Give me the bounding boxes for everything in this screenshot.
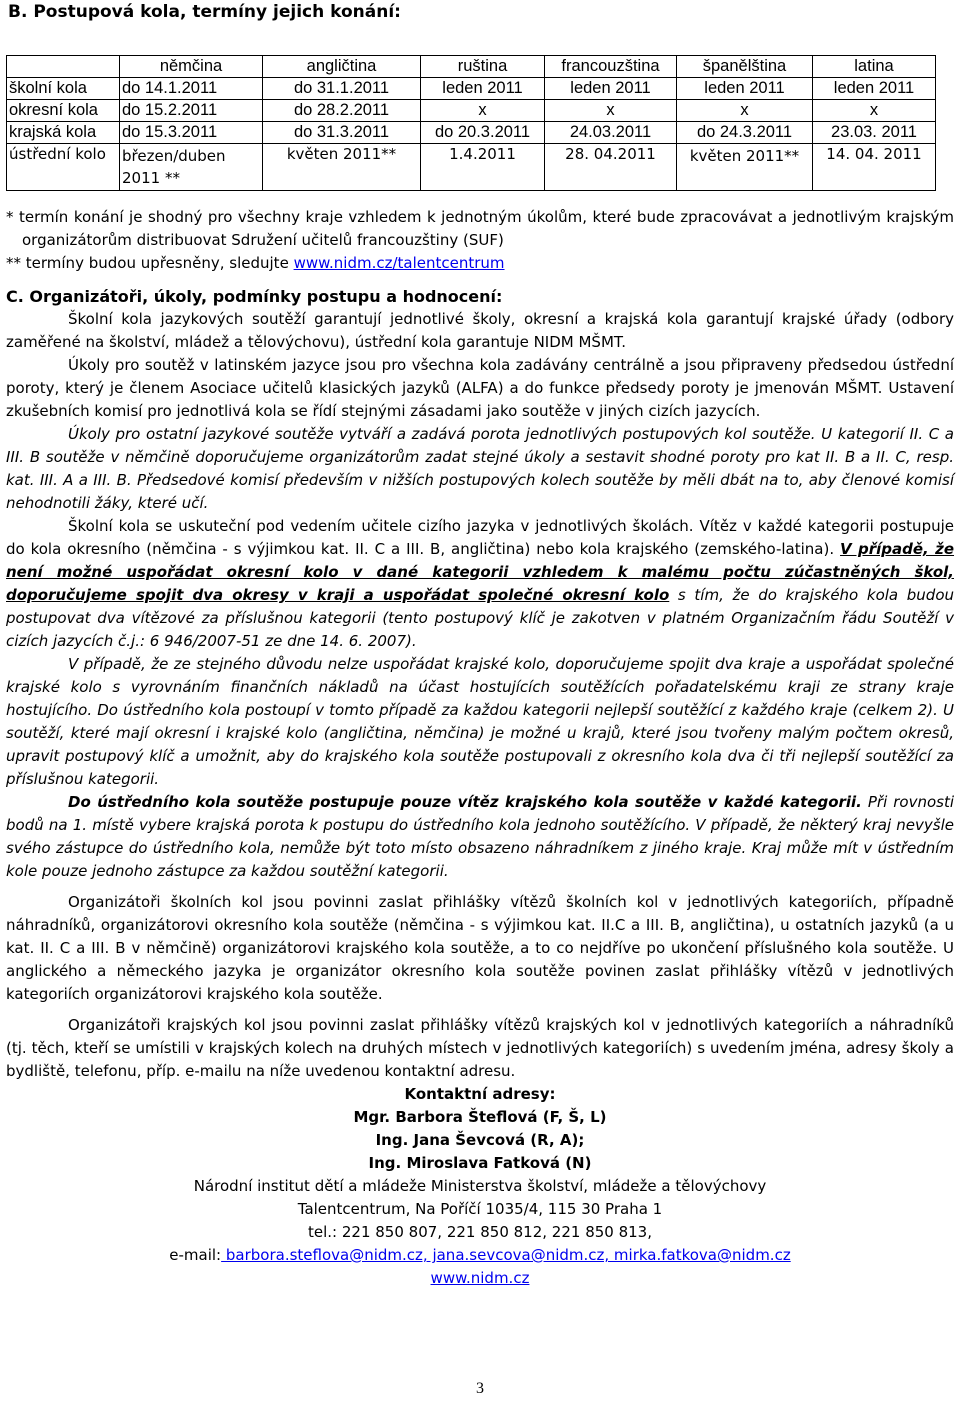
spacer — [6, 1006, 954, 1014]
footnote-single-star: * termín konání je shodný pro všechny kraje vzhledem k jednotným úkolům, které bude zpracovávat a jednotlivým krajským organizátorům distribuovat Sdružení učitelů francouzštiny (SUF) — [6, 208, 954, 249]
paragraph-emphasis: Do ústředního kola soutěže postupuje pouze vítěz krajského kola soutěže v každé kategorii. — [68, 793, 862, 811]
paragraph: Úkoly pro ostatní jazykové soutěže vytváří a zadává porota jednotlivých postupových kol soutěže. U kategorií II. C a III. B soutěže v němčině doporučujeme organizátorům zadat stejné úkoly a sestavit shodné poroty pro kat II. B a II. C, resp. kat. III. A a III. B. Předsedové komisí především v nižších postupových kolech soutěže by měli dbát na to, aby členové komisí nehodnotili žáky, které učí. — [6, 425, 954, 512]
table-cell: březen/duben 2011 ** — [120, 144, 263, 191]
table-cell: x — [545, 100, 677, 122]
row-label: krajská kola — [7, 122, 120, 144]
table-cell: x — [813, 100, 936, 122]
table-cell: 24.03.2011 — [545, 122, 677, 144]
web-line — [6, 1267, 954, 1290]
paragraph-emphasis: V případě, že není možné uspořádat okresní kolo v dané kategorii vzhledem k malému počtu zúčastněných škol, doporučujeme spojit dva okresy v kraji a uspořádat společné okresní kolo — [6, 540, 955, 604]
paragraph: V případě, že ze stejného důvodu nelze uspořádat krajské kolo, doporučujeme spojit dva kraje a uspořádat společné krajské kolo s vyrovnáním finančních nákladů na účast hostujících soutěžících pořadatelskému kraji ze strany kraje hostujícího. Do ústředního kola postoupí v tomto případě za každou kategorii nejlepší soutěžící z každého kraje (celkem 2). U soutěží, které mají okresní i krajské kolo (angličtina, němčina) je možné u krajů, které jsou tvořeny malým počtem okresů, upravit postupový klíč a umožnit, aby do krajského kola soutěže postupovali z okresního kola dva či tři nejlepší soutěžící za příslušnou kategorii. — [6, 655, 954, 788]
section-c-heading: C. Organizátoři, úkoly, podmínky postupu a hodnocení: — [6, 287, 503, 306]
column-header: latina — [813, 56, 936, 78]
paragraph-text: Při rovnosti bodů na 1. místě vybere krajská porota k postupu do ústředního kola jednoho soutěžícího. V případě, že některý kraj nevyšle svého zástupce do ústředního kola, nemůže být toto místo obsazeno náhradníkem z jiného kraje. Kraj může mít v ústředním kole pouze jednoho zástupce za každou soutěžní kategorii. — [6, 793, 954, 880]
table-cell: květen 2011** — [677, 144, 813, 191]
table-row — [7, 122, 936, 144]
table-cell: do 20.3.2011 — [421, 122, 545, 144]
footnote-text: ** termíny budou upřesněny, sledujte — [6, 254, 294, 272]
spacer — [6, 883, 954, 891]
contacts-title: Kontaktní adresy: — [404, 1085, 556, 1103]
table-cell: 14. 04. 2011 — [813, 144, 936, 191]
row-label: ústřední kolo — [7, 144, 120, 191]
table-footnotes — [6, 206, 954, 275]
row-label: okresní kola — [7, 100, 120, 122]
column-header: španělština — [677, 56, 813, 78]
section-b-heading: B. Postupová kola, termíny jejich konání: — [8, 2, 401, 22]
table-cell: x — [677, 100, 813, 122]
footnote-double-star — [6, 252, 954, 275]
section-c — [6, 285, 954, 1290]
postal-address: Talentcentrum, Na Poříčí 1035/4, 115 30 Praha 1 — [297, 1200, 663, 1218]
table-cell: leden 2011 — [545, 78, 677, 100]
table-cell: 23.03. 2011 — [813, 122, 936, 144]
table-row — [7, 78, 936, 100]
column-header: angličtina — [263, 56, 421, 78]
contact-person: Mgr. Barbora Šteflová (F, Š, L) — [353, 1108, 607, 1126]
table-header-row — [7, 56, 936, 78]
table-cell: do 15.3.2011 — [120, 122, 263, 144]
column-header: francouzština — [545, 56, 677, 78]
table-cell: do 28.2.2011 — [263, 100, 421, 122]
table-row — [7, 100, 936, 122]
table-cell: leden 2011 — [813, 78, 936, 100]
paragraph: Úkoly pro soutěž v latinském jazyce jsou pro všechna kola zadávány centrálně a jsou připraveny předsedou ústřední poroty, který je členem Asociace učitelů klasických jazyků (ALFA) a do funkce předsedy poroty je jmenován MŠMT. Ustavení zkušebních komisí pro jednotlivá kola se řídí stejnými zásadami jako soutěže v jiných cizích jazycích. — [6, 356, 954, 420]
schedule-table — [6, 55, 936, 191]
paragraph — [6, 515, 954, 653]
institution-name: Národní institut dětí a mládeže Ministerstva školství, mládeže a tělovýchovy — [193, 1177, 767, 1195]
table-cell: do 14.1.2011 — [120, 78, 263, 100]
table-cell: do 24.3.2011 — [677, 122, 813, 144]
table-cell: leden 2011 — [677, 78, 813, 100]
paragraph: Organizátoři školních kol jsou povinni zaslat přihlášky vítězů školních kol v jednotlivých kategoriích, případně náhradníků, organizátorovi okresního kola soutěže (němčina - s výjimkou kat. II.C a III. B, angličtina), u ostatních jazyků (a u kat. II. C a III. B v němčině) organizátorovi krajského kola soutěže, a to co nejdříve po ukončení příslušného kola soutěže. U anglického a německého jazyka je organizátor okresního kola soutěže povinen zaslat přihlášky vítězů v jednotlivých kategoriích organizátorovi krajského kola soutěže. — [6, 893, 954, 1003]
table-cell: květen 2011** — [263, 144, 421, 191]
table-cell: leden 2011 — [421, 78, 545, 100]
table-cell: 28. 04.2011 — [545, 144, 677, 191]
email-line — [6, 1244, 954, 1267]
table-corner-cell — [7, 56, 120, 78]
paragraph: Organizátoři krajských kol jsou povinni zaslat přihlášky vítězů krajských kol v jednotlivých kategoriích a náhradníků (tj. těch, kteří se umístili v krajských kolech na druhých místech v jednotlivých kategoriích) s uvedením jména, adresy školy a bydliště, telefonu, příp. e-mailu na níže uvedenou kontaktní adresu. — [6, 1016, 954, 1080]
website-link[interactable]: www.nidm.cz — [430, 1269, 530, 1287]
column-header: ruština — [421, 56, 545, 78]
paragraph-text: Školní kola se uskuteční pod vedením učitele cizího jazyka v jednotlivých školách. Vítěz v každé kategorii postupuje do kola okresního (němčina - s výjimkou kat. II. C a III. B, angličtina) nebo kola krajského (zemského-latina). — [6, 517, 954, 558]
table-cell: x — [421, 100, 545, 122]
contact-person: Ing. Jana Ševcová (R, A); — [375, 1131, 585, 1149]
row-label: školní kola — [7, 78, 120, 100]
table-cell: do 31.3.2011 — [263, 122, 421, 144]
table-cell: do 15.2.2011 — [120, 100, 263, 122]
phone-numbers: tel.: 221 850 807, 221 850 812, 221 850 813, — [308, 1223, 652, 1241]
table-row — [7, 144, 936, 191]
talentcentrum-link[interactable]: www.nidm.cz/talentcentrum — [293, 254, 505, 272]
contact-person: Ing. Miroslava Fatková (N) — [368, 1154, 592, 1172]
table-cell: do 31.1.2011 — [263, 78, 421, 100]
paragraph — [6, 791, 954, 883]
email-label: e-mail: — [169, 1246, 222, 1264]
paragraph-italic: s tím, že do krajského kola budou postupovat dva vítězové za příslušnou kategorii (tento postupový klíč je zakotven v platném Organizačním řádu Soutěží v cizích jazycích č.j.: 6 946/2007-51 ze dne 14. 6. 2007). — [6, 586, 955, 650]
page-number: 3 — [476, 1380, 484, 1397]
column-header: němčina — [120, 56, 263, 78]
table-cell: 1.4.2011 — [421, 144, 545, 191]
paragraph: Školní kola jazykových soutěží garantují jednotlivé školy, okresní a krajská kola garantují krajské úřady (odbory zaměřené na školství, mládež a tělovýchovu), ústřední kola garantuje NIDM MŠMT. — [6, 310, 954, 351]
email-links[interactable]: barbora.steflova@nidm.cz, jana.sevcova@nidm.cz, mirka.fatkova@nidm.cz — [221, 1246, 791, 1264]
